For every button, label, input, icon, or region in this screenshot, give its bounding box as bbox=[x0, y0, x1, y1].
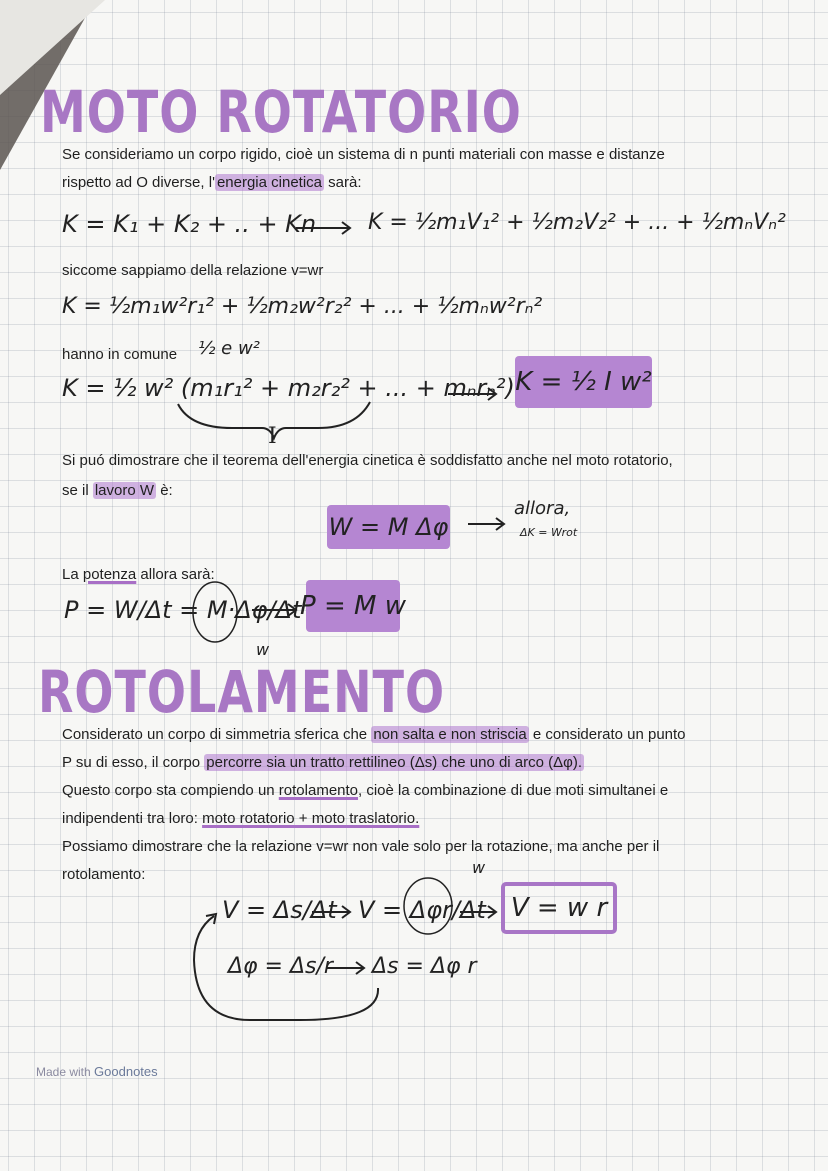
arrow-eq1 bbox=[296, 222, 350, 234]
circle-rot-omega bbox=[404, 878, 452, 934]
theorem-line-1: Si puó dimostrare che il teorema dell'energia cinetica è soddisfatto anche nel moto rotatorio, bbox=[62, 452, 673, 469]
brace-inertia bbox=[178, 402, 370, 438]
velocity-omega-note: w bbox=[472, 858, 486, 877]
velocity-result-box: V = w r bbox=[501, 882, 617, 934]
equation-kinetic-factored: K = ½ w² (m₁r₁² + m₂r₂² + ... + mₙrₙ²) bbox=[62, 374, 515, 402]
underline-rotolamento: rotolamento bbox=[278, 782, 359, 799]
rotolamento-line-4: indipendenti tra loro: moto rotatorio + moto traslatorio. bbox=[62, 810, 420, 827]
rotolamento-line-3: Questo corpo sta compiendo un rotolamento, cioè la combinazione di due moti simultanei e bbox=[62, 782, 669, 799]
intro-line-2: rispetto ad O diverse, l' energia cinetica sarà: bbox=[62, 174, 362, 191]
footer-watermark bbox=[36, 1064, 158, 1079]
rotolamento-line-5: Possiamo dimostrare che la relazione v=wr non vale solo per la rotazione, ma anche per il bbox=[62, 838, 660, 855]
power-text: La potenza allora sarà: bbox=[62, 566, 215, 583]
rotolamento-line-2: P su di esso, il corpo percorre sia un tratto rettilineo (Δs) che uno di arco (Δφ). bbox=[62, 754, 583, 771]
arrow-eq3 bbox=[448, 388, 496, 400]
title-rotolamento: ROTOLAMENTO bbox=[38, 658, 446, 726]
highlight-energia-cinetica: energia cinetica bbox=[216, 174, 323, 191]
result-box-kinetic: K = ½ I w² bbox=[515, 356, 652, 408]
theorem-line-2: se il lavoro W è: bbox=[62, 482, 173, 499]
intro-line-1: Se consideriamo un corpo rigido, cioè un sistema di n punti materiali con masse e distanze bbox=[62, 146, 665, 163]
equation-arc-length: Δs = Δφ r bbox=[372, 954, 477, 979]
equation-kinetic-sum: K = K₁ + K₂ + .. + Kn bbox=[62, 210, 317, 238]
equation-kinetic-omega: K = ½m₁w²r₁² + ½m₂w²r₂² + ... + ½mₙw²rₙ² bbox=[62, 294, 543, 319]
equation-arc-angle: Δφ = Δs/r bbox=[228, 954, 333, 979]
footer-brand: Goodnotes bbox=[94, 1064, 158, 1079]
work-note-delta-k: ΔK = Wrot bbox=[520, 526, 578, 539]
arrow-rot-1 bbox=[312, 906, 350, 918]
moment-of-inertia-label: I bbox=[268, 424, 277, 449]
highlight-non-salta: non salta e non striscia bbox=[373, 726, 527, 743]
power-equation: P = W/Δt = M·Δφ/Δt bbox=[64, 596, 302, 624]
common-text: hanno in comune bbox=[62, 346, 178, 363]
power-omega-note: w bbox=[256, 640, 270, 659]
arrow-power bbox=[252, 604, 296, 616]
common-math: ½ e w² bbox=[198, 338, 260, 359]
work-note-allora: allora, bbox=[514, 498, 571, 519]
arrow-rot-3 bbox=[326, 962, 364, 974]
underline-moto-combinato: moto rotatorio + moto traslatorio. bbox=[202, 810, 420, 827]
arrow-work bbox=[468, 518, 504, 530]
circle-power-omega bbox=[193, 582, 237, 642]
equation-kinetic-expanded: K = ½m₁V₁² + ½m₂V₂² + ... + ½mₙVₙ² bbox=[368, 210, 786, 235]
rotolamento-line-1: Considerato un corpo di simmetria sferica che non salta e non striscia e considerato un punto bbox=[62, 726, 686, 743]
relation-text: siccome sappiamo della relazione v=wr bbox=[62, 262, 324, 279]
highlight-lavoro: lavoro W bbox=[94, 482, 155, 499]
title-moto-rotatorio: MOTO ROTATORIO bbox=[40, 78, 522, 146]
equation-velocity-angular: V = Δφr/Δt bbox=[358, 896, 486, 924]
work-equation-box: W = M Δφ bbox=[327, 505, 450, 549]
rotolamento-line-6: rotolamento: bbox=[62, 866, 146, 883]
underline-potenza: potenza bbox=[82, 566, 137, 583]
equation-velocity-linear: V = Δs/Δt bbox=[222, 896, 337, 924]
arrow-rot-2 bbox=[460, 906, 496, 918]
power-result-box: P = M w bbox=[306, 580, 400, 632]
footer-made-with: Made with bbox=[36, 1065, 91, 1079]
highlight-percorre: percorre sia un tratto rettilineo (Δs) che uno di arco (Δφ). bbox=[206, 754, 583, 771]
